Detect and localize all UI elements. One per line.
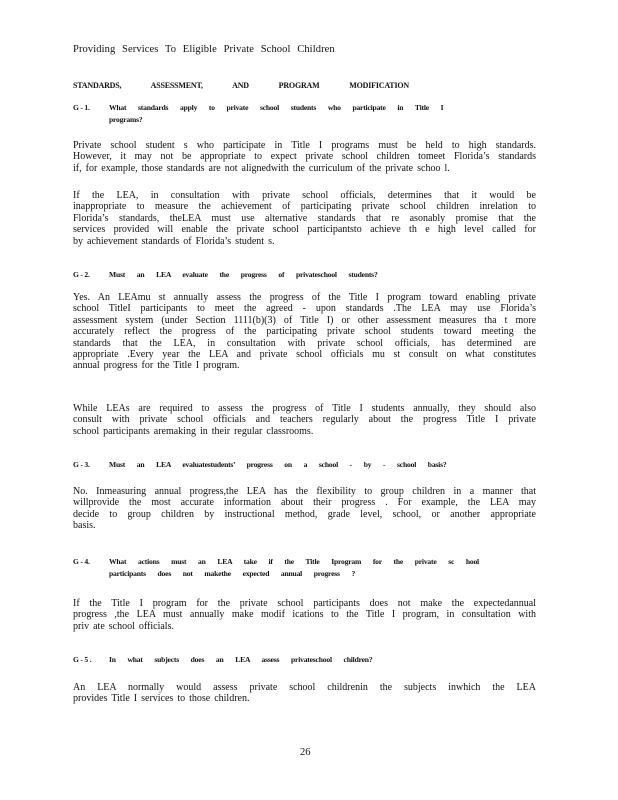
question-text-continued: programs?: [109, 115, 143, 124]
question-number: G - 5 .: [73, 655, 92, 664]
question-number: G - 2.: [73, 270, 90, 279]
answer-g2-paragraph-2: While LEAs are required to assess the progress of Title I students annually, they should also consult with private school officials and teachers regularly about the progress Title I private school participants aremaking in their regular classrooms.: [73, 403, 536, 437]
answer-g1-paragraph-1: Private school student s who participate in Title I programs must be held to high standards. However, it may not be appropriate to expect private school children tomeet Florida’s standards if, for example, those standards are not alignedwith the curriculum of the private schoo l.: [73, 140, 536, 174]
question-text: What standards apply to private school students who participate in Title I: [109, 103, 444, 112]
question-number: G - 4.: [73, 557, 90, 566]
question-number: G - 3.: [73, 460, 90, 469]
page-number: 26: [300, 747, 311, 758]
answer-g2-paragraph-1: Yes. An LEAmu st annually assess the progress of the Title I program toward enabling private school TitleI participants to meet the agreed - upon standards .The LEA may use Florida’s assessment system (under Section 1111(b)(3) of Title I) or other assessment measures tha t more accurately reflect the progress of the participating private school students toward meeting the standards that the LEA, in consultation with private school officials, has determined are appropriate .Every year the LEA and private school officials mu st consult on what constitutes annual progress for the Title I program.: [73, 292, 536, 372]
answer-g5-paragraph-1: An LEA normally would assess private school childrenin the subjects inwhich the LEA provides Title I services to those children.: [73, 682, 536, 705]
question-text: What actions must an LEA take if the Title Iprogram for the private sc hool: [109, 557, 479, 566]
question-text: Must an LEA evaluatestudents’ progress on a school - by - school basis?: [109, 460, 447, 469]
question-g4: [73, 556, 479, 580]
question-g5: [73, 654, 372, 666]
section-heading: STANDARDS, ASSESSMENT, AND PROGRAM MODIFICATION: [73, 81, 409, 90]
answer-g1-paragraph-2: If the LEA, in consultation with private school officials, determines that it would be inappropriate to measure the achievement of participating private school children inrelation to Florida’s standards, theLEA must use alternative standards that re asonably promise that the services provided will enable the private school participantsto achieve th e high level called for by achievement standards of Florida’s student s.: [73, 190, 536, 247]
question-text: In what subjects does an LEA assess privateschool children?: [109, 655, 373, 664]
question-g3: [73, 459, 446, 471]
answer-g3-paragraph-1: No. Inmeasuring annual progress,the LEA has the flexibility to group children in a manner that willprovide the most accurate information about their progress . For example, the LEA may decide to group children by instructional method, grade level, school, or another appropriate basis.: [73, 486, 536, 532]
question-g1: [73, 102, 443, 126]
question-text-continued: participants does not makethe expected annual progress ?: [109, 569, 356, 578]
answer-g4-paragraph-1: If the Title I program for the private school participants does not make the expectedannual progress ,the LEA must annually make modif ications to the Title I program, in consultation with priv ate school officials.: [73, 598, 536, 632]
question-number: G - 1.: [73, 103, 90, 112]
question-g2: [73, 269, 378, 281]
question-text: Must an LEA evaluate the progress of privateschool students?: [109, 270, 378, 279]
running-head: Providing Services To Eligible Private School Children: [73, 44, 335, 55]
